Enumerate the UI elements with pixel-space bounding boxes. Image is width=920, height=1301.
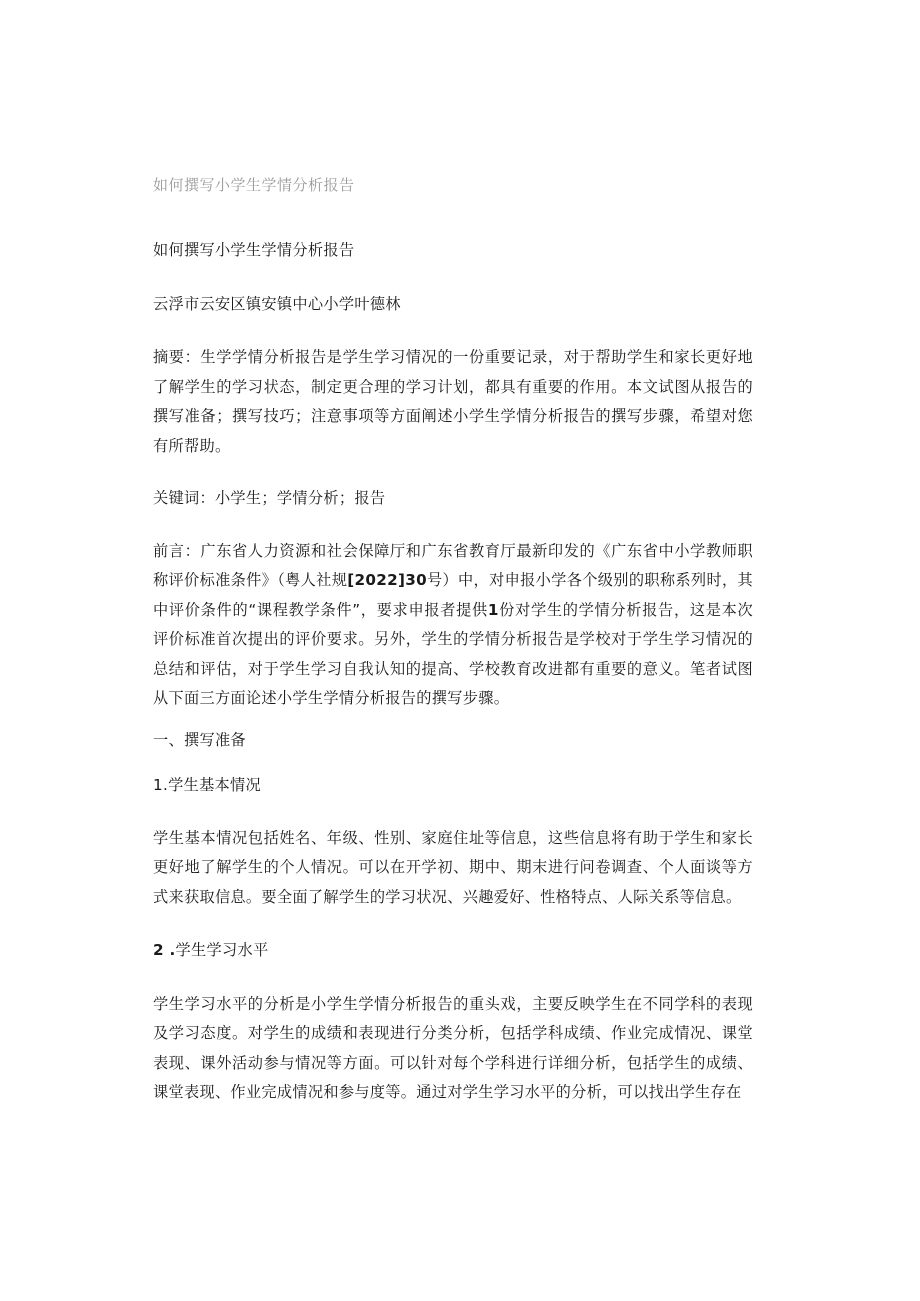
intro-count: 1: [487, 600, 499, 619]
intro-text-1: 前言：广东省人力资源和社会保障厅和广东省教育厅最新印发的《广东省中小学教师职称评价标准条件》（粤人社规: [153, 541, 753, 589]
running-header-title: 如何撰写小学生学情分析报告: [153, 176, 355, 194]
intro-text-3: 份对学生的学情分析报告，这是本次评价标准首次提出的评价要求。另外，学生的学情分析报告是学校对于学生学习情况的总结和评估，对于学生学习自我认知的提高、学校教育改进都有重要的意义。笔者试图从下面三方面论述小学生学情分析报告的撰写步骤。: [153, 600, 753, 707]
subheading-1: 1.学生基本情况: [153, 776, 262, 794]
intro-regulation-number: [2022]30: [347, 571, 427, 589]
document-body: [153, 236, 753, 1108]
intro-text-2: 号）中，对申报小学各个级别的职称系列时，其中评价条件的“课程教学条件”，要求申报者提供: [153, 571, 753, 619]
abstract-paragraph: 摘要：生学学情分析报告是学生学习情况的一份重要记录，对于帮助学生和家长更好地了解学生的学习状态，制定更合理的学习计划，都具有重要的作用。本文试图从报告的撰写准备；撰写技巧；注意事项等方面阐述小学生学情分析报告的撰写步骤，希望对您有所帮助。: [153, 348, 753, 455]
subheading-2-number: 2 .: [153, 941, 176, 959]
paragraph-basic-info: 学生基本情况包括姓名、年级、性别、家庭住址等信息，这些信息将有助于学生和家长更好地了解学生的个人情况。可以在开学初、期中、期末进行问卷调查、个人面谈等方式来获取信息。要全面了解学生的学习状况、兴趣爱好、性格特点、人际关系等信息。: [153, 828, 753, 906]
section-heading-1: 一、撰写准备: [153, 730, 246, 749]
subheading-2-text: 学生学习水平: [175, 941, 269, 959]
paragraph-learning-level: 学生学习水平的分析是小学生学情分析报告的重头戏，主要反映学生在不同学科的表现及学习态度。对学生的成绩和表现进行分类分析，包括学科成绩、作业完成情况、课堂表现、课外活动参与情况等方面。可以针对每个学科进行详细分析，包括学生的成绩、课堂表现、作业完成情况和参与度等。通过对学生学习水平的分析，可以找出学生存在: [153, 994, 753, 1101]
document-author: 云浮市云安区镇安镇中心小学叶德林: [153, 294, 401, 313]
document-title: 如何撰写小学生学情分析报告: [153, 241, 355, 259]
intro-paragraph: [153, 537, 753, 714]
keywords-line: 关键词：小学生；学情分析；报告: [153, 489, 386, 507]
subheading-2: [153, 936, 753, 966]
